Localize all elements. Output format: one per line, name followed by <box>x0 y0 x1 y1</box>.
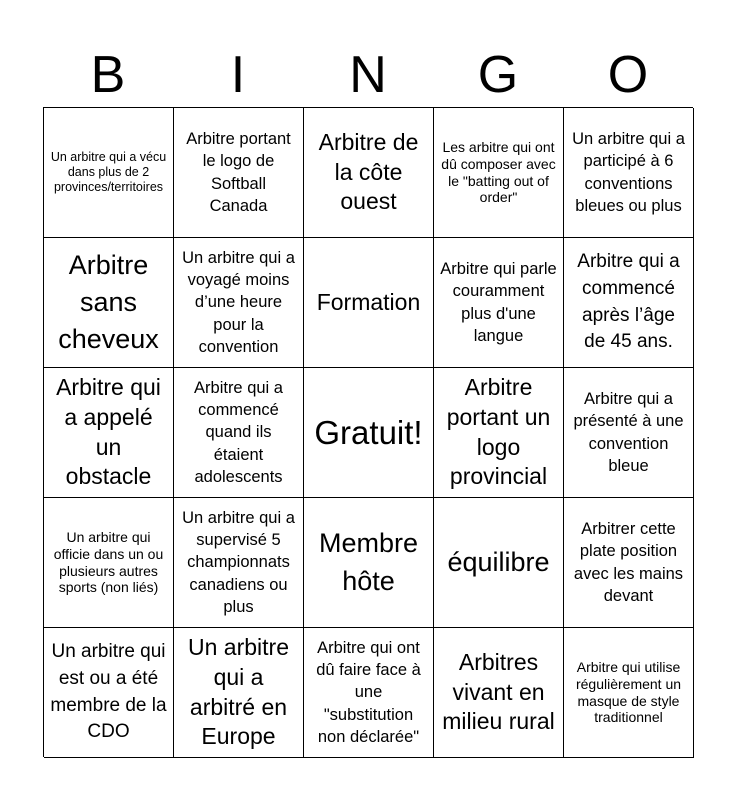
bingo-cell-free[interactable] <box>304 368 434 498</box>
bingo-cell-r5c5[interactable] <box>564 628 694 758</box>
bingo-cell-text: Arbitre portant le logo de Softball Canada <box>186 129 291 215</box>
bingo-cell-r5c4[interactable] <box>434 628 564 758</box>
bingo-cell-text: Un arbitre qui officie dans un ou plusieurs autres sports (non liés) <box>53 528 164 596</box>
bingo-cell-text: Un arbitre qui a participé à 6 conventions bleues ou plus <box>572 129 685 215</box>
header-letter-i: I <box>230 46 246 104</box>
bingo-cell-r4c5[interactable] <box>564 498 694 628</box>
bingo-cell-text: Arbitre de la côte ouest <box>318 128 419 215</box>
bingo-card-grid <box>43 107 693 757</box>
bingo-cell-r3c4[interactable] <box>434 368 564 498</box>
bingo-cell-r1c1[interactable] <box>44 108 174 238</box>
bingo-cell-text: Un arbitre qui est ou a été membre de la CDO <box>50 641 167 743</box>
bingo-cell-text: Membre hôte <box>318 528 419 596</box>
bingo-cell-text: Arbitre portant un logo provincial <box>446 373 551 490</box>
bingo-cell-text: Un arbitre qui a arbitré en Europe <box>188 633 289 750</box>
bingo-cell-r4c3[interactable] <box>304 498 434 628</box>
bingo-cell-r4c2[interactable] <box>174 498 304 628</box>
bingo-cell-text: Arbitre qui a appelé un obstacle <box>56 373 161 490</box>
bingo-cell-r3c1[interactable] <box>44 368 174 498</box>
bingo-cell-text: Un arbitre qui a vécu dans plus de 2 provinces/territoires <box>50 150 167 194</box>
bingo-cell-text: Un arbitre qui a voyagé moins d’une heure pour la convention <box>182 248 295 356</box>
bingo-cell-text: Formation <box>316 288 421 315</box>
bingo-cell-r3c2[interactable] <box>174 368 304 498</box>
bingo-cell-text: Gratuit! <box>314 413 423 451</box>
bingo-cell-text: Arbitre qui a commencé après l’âge de 45 ans. <box>577 251 680 353</box>
bingo-cell-r1c4[interactable] <box>434 108 564 238</box>
header-letter-b: B <box>90 46 126 104</box>
bingo-cell-text: Arbitre qui utilise régulièrement un masque de style traditionnel <box>575 658 682 726</box>
bingo-cell-text: Arbitre qui parle couramment plus d'une langue <box>440 259 557 345</box>
bingo-cell-text: équilibre <box>447 546 550 577</box>
bingo-cell-text: Arbitre qui a présenté à une convention bleue <box>573 389 684 475</box>
header-letter-o: O <box>607 46 649 104</box>
bingo-cell-r3c5[interactable] <box>564 368 694 498</box>
bingo-cell-text: Arbitre sans cheveux <box>58 249 159 355</box>
bingo-cell-r2c3[interactable] <box>304 238 434 368</box>
bingo-cell-r1c3[interactable] <box>304 108 434 238</box>
bingo-cell-r2c5[interactable] <box>564 238 694 368</box>
bingo-cell-text: Arbitre qui ont dû faire face à une "substitution non déclarée" <box>316 638 421 746</box>
bingo-cell-r4c1[interactable] <box>44 498 174 628</box>
bingo-cell-text: Arbitrer cette plate position avec les mains devant <box>573 519 684 605</box>
header-letter-g: G <box>477 46 519 104</box>
bingo-cell-r1c5[interactable] <box>564 108 694 238</box>
bingo-cell-text: Arbitres vivant en milieu rural <box>442 648 555 735</box>
bingo-cell-r5c3[interactable] <box>304 628 434 758</box>
bingo-cell-text: Arbitre qui a commencé quand ils étaient adolescents <box>194 378 283 486</box>
bingo-cell-r4c4[interactable] <box>434 498 564 628</box>
bingo-header <box>43 45 693 105</box>
bingo-cell-r1c2[interactable] <box>174 108 304 238</box>
bingo-cell-r2c2[interactable] <box>174 238 304 368</box>
bingo-cell-r5c1[interactable] <box>44 628 174 758</box>
bingo-cell-r5c2[interactable] <box>174 628 304 758</box>
header-letter-n: N <box>349 46 387 104</box>
bingo-cell-r2c4[interactable] <box>434 238 564 368</box>
bingo-cell-r2c1[interactable] <box>44 238 174 368</box>
bingo-cell-text: Les arbitre qui ont dû composer avec le "batting out of order" <box>441 138 556 206</box>
bingo-cell-text: Un arbitre qui a supervisé 5 championnats canadiens ou plus <box>182 508 295 616</box>
